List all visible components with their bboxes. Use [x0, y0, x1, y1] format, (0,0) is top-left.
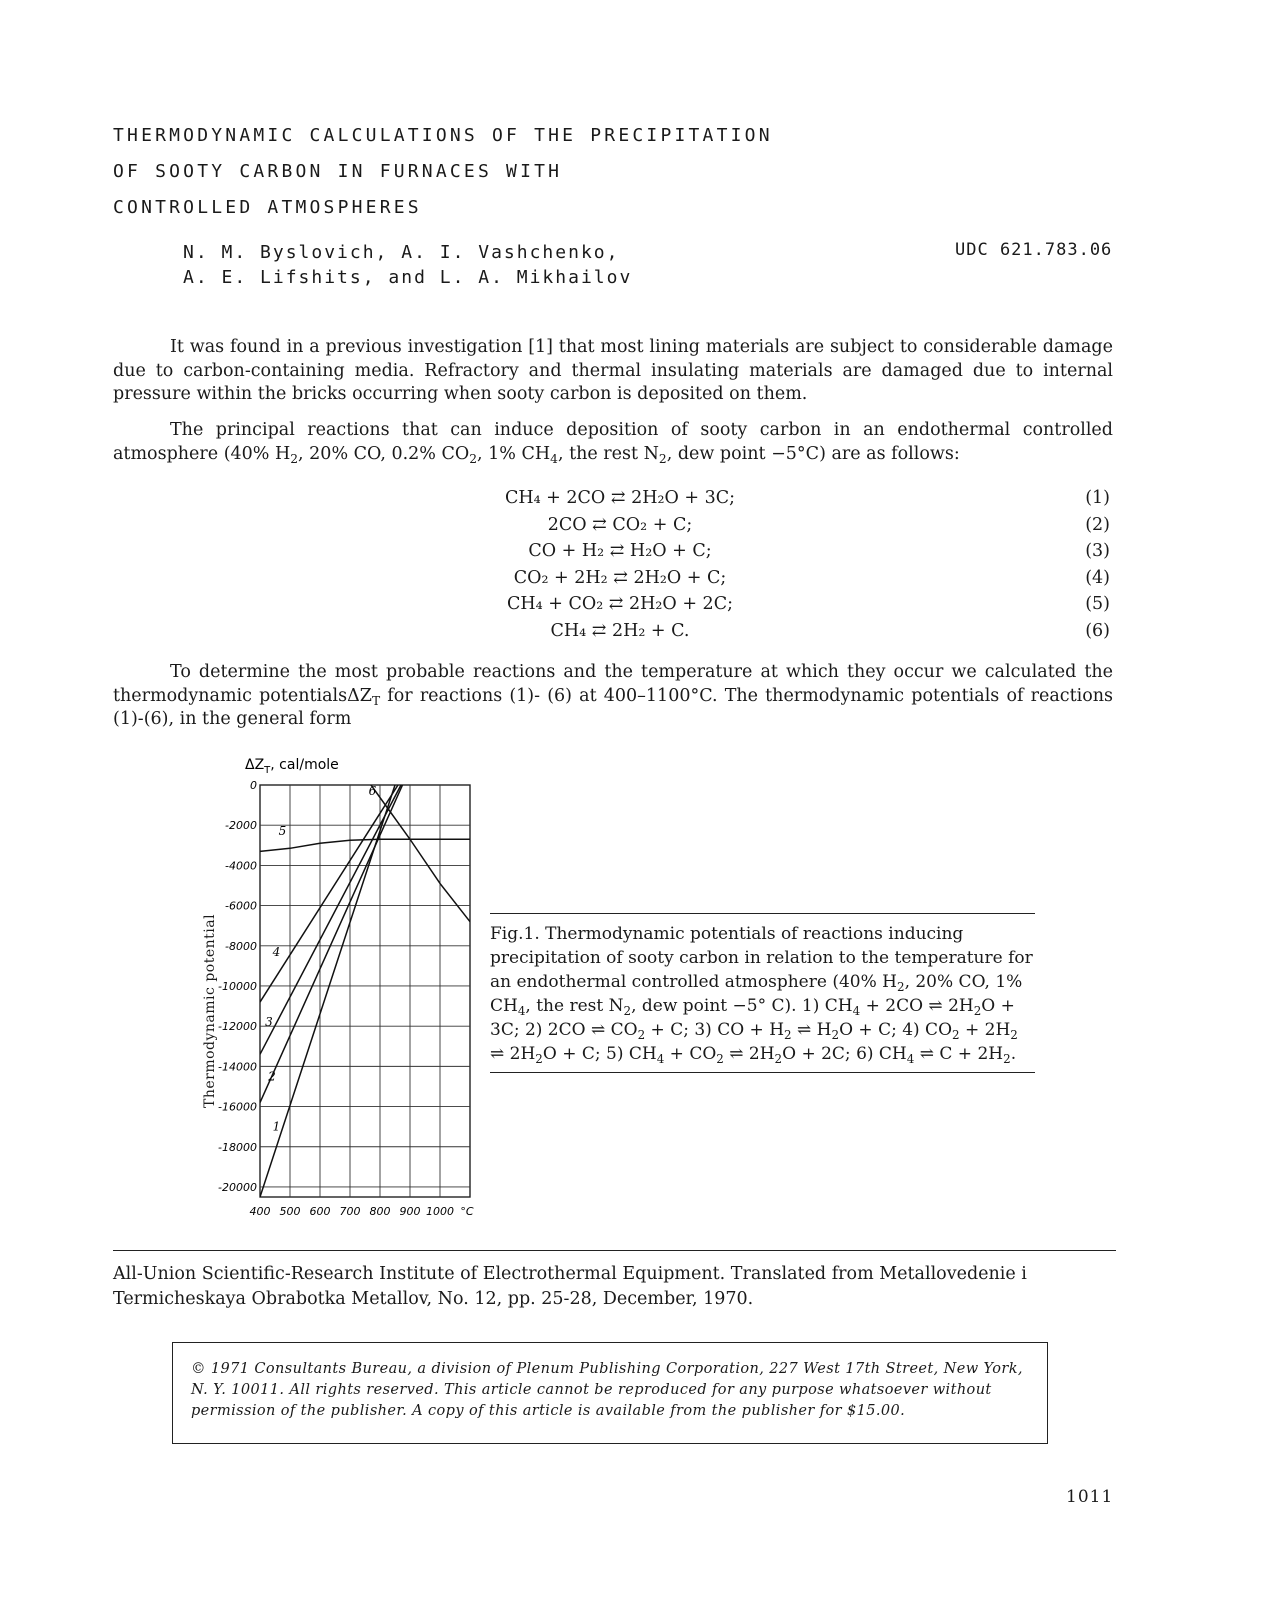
- equation-expression: CO₂ + 2H₂ ⇄ 2H₂O + C;: [513, 567, 727, 588]
- equation-number: (6): [1085, 620, 1110, 641]
- equation: [480, 621, 1110, 648]
- y-tick-label: -16000: [218, 1100, 257, 1114]
- copyright-text: © 1971 Consultants Bureau, a division of Plenum Publishing Corporation, 227 West 17th Street, New York, N. Y. 10011. All rights reserved. This article cannot be reproduced for any purpose whatsoever without permission of the publisher. A copy of this article is available from the publisher for $15.00.: [191, 1361, 1023, 1419]
- series-line-4: [260, 785, 398, 1002]
- paragraph-text: , 1% CH: [477, 443, 551, 464]
- chart-series: [260, 785, 470, 1197]
- subscript: 2: [469, 451, 478, 466]
- subscript: 4: [550, 451, 558, 466]
- caption-rule-bottom: [490, 1072, 1035, 1073]
- curve-label-5: 5: [278, 824, 287, 839]
- y-tick-label: -8000: [225, 939, 257, 953]
- x-unit-label: °C: [460, 1205, 474, 1218]
- chart-grid: [260, 785, 470, 1197]
- figure-caption: [490, 913, 1035, 1073]
- caption-rule-top: [490, 913, 1035, 914]
- series-line-5: [260, 839, 470, 851]
- chart-y-ticks: [218, 779, 257, 1194]
- equation: [480, 594, 1110, 621]
- curve-label-1: 1: [272, 1119, 281, 1134]
- equation: [480, 541, 1110, 568]
- curve-label-2: 2: [268, 1069, 276, 1084]
- chart-frame: [260, 785, 470, 1197]
- equation-list: [480, 488, 1110, 647]
- x-tick-label: 600: [309, 1205, 331, 1218]
- y-tick-label: -20000: [218, 1180, 257, 1194]
- x-tick-label: 400: [249, 1205, 271, 1218]
- y-tick-label: -6000: [225, 899, 257, 913]
- paragraph-text: , dew point −5°C) are as follows:: [666, 443, 960, 464]
- title-line: OF SOOTY CARBON IN FURNACES WITH: [113, 161, 563, 182]
- chart-y-unit-label: $\Delta Z_T$, cal/mole: [245, 757, 339, 776]
- x-tick-label: 800: [369, 1205, 391, 1218]
- equation-number: (5): [1085, 594, 1110, 614]
- footnote-divider: [113, 1250, 1116, 1251]
- chart-y-axis-title: Thermodynamic potential: [202, 913, 218, 1108]
- paragraph-text: , the rest N: [557, 443, 659, 464]
- chart-curve-labels: [265, 784, 377, 1134]
- paragraph-text: for reactions (1)- (6) at 400–1100°C. The thermodynamic potentials of reactions (1)-(6), in the general form: [113, 685, 1113, 729]
- y-tick-label: -14000: [218, 1060, 257, 1074]
- x-tick-label: 700: [339, 1205, 361, 1218]
- paragraph-text: ΔZ: [347, 685, 372, 706]
- series-line-6: [368, 784, 470, 922]
- x-tick-label: 900: [399, 1205, 421, 1218]
- paragraph-text: The principal reactions that can induce deposition of sooty carbon in an endothermal controlled atmosphere (40% H: [113, 420, 1113, 464]
- y-tick-label: -10000: [218, 979, 257, 993]
- equation-expression: CH₄ + 2CO ⇄ 2H₂O + 3C;: [504, 488, 736, 508]
- curve-label-3: 3: [265, 1015, 273, 1030]
- title-line: CONTROLLED ATMOSPHERES: [113, 197, 422, 218]
- subscript: 2: [658, 451, 667, 466]
- equation-number: (4): [1085, 567, 1110, 588]
- equation-expression: CO + H₂ ⇄ H₂O + C;: [528, 541, 712, 561]
- caption-text: Fig.1. Thermodynamic potentials of reactions inducing precipitation of sooty carbon in relation to the temperature for an endothermal controlled atmosphere (40% $H_2$, 20% CO, 1% $CH_4$, the rest $N_2$, dew point −5° C). 1) $CH_4 + 2CO$ ⇌ $2H_2O + 3C$; 2) 2CO ⇌ $CO_2 + C$; 3) CO + $H_2$ ⇌ $H_2O + C$; 4) $CO_2 + 2H_2$ ⇌ $2H_2O + C$; 5) $CH_4 + CO_2$ ⇌ $2H_2O + 2C$; 6) $CH_4$ ⇌ $C + 2H_2$.: [490, 924, 1033, 1066]
- page-number: 1011: [1066, 1487, 1114, 1507]
- author-line: A. E. Lifshits, and L. A. Mikhailov: [183, 267, 633, 288]
- chart-x-ticks: [250, 1205, 474, 1218]
- equation-expression: CH₄ ⇄ 2H₂ + C.: [550, 620, 690, 641]
- paper-title: [113, 118, 773, 226]
- equation: [480, 515, 1110, 542]
- copyright-box: [172, 1342, 1048, 1444]
- udc-code: UDC 621.783.06: [955, 240, 1113, 260]
- paragraph-intro: [113, 336, 1113, 407]
- equation: [480, 568, 1110, 595]
- y-tick-label: -4000: [225, 859, 257, 873]
- curve-label-4: 4: [272, 944, 281, 959]
- subscript: T: [371, 693, 381, 708]
- thermodynamic-chart: [190, 745, 490, 1230]
- paragraph-text: To determine the most probable reactions and the temperature at which they occur we calculated the thermodynamic potentials: [113, 662, 1113, 706]
- equation: [480, 488, 1110, 515]
- paragraph-text: It was found in a previous investigation [1] that most lining materials are subject to considerable damage due to carbon-containing media. Refractory and thermal insulating materials are damaged due to internal pressure within the bricks occurring when sooty carbon is deposited on them.: [113, 337, 1113, 404]
- y-tick-label: -18000: [218, 1140, 257, 1154]
- authors: [183, 240, 632, 290]
- author-line: N. M. Byslovich, A. I. Vashchenko,: [183, 242, 620, 263]
- y-tick-label: -2000: [225, 819, 257, 833]
- paragraph-method: [113, 661, 1113, 732]
- equation-number: (3): [1085, 541, 1110, 561]
- x-tick-label: 1000: [426, 1205, 454, 1218]
- equation-number: (2): [1085, 514, 1110, 535]
- equation-expression: CH₄ + CO₂ ⇄ 2H₂O + 2C;: [507, 594, 733, 614]
- x-tick-label: 500: [279, 1205, 301, 1218]
- subscript: 2: [290, 451, 299, 466]
- affiliation-note: All-Union Scientific-Research Institute of Electrothermal Equipment. Translated from Metallovedenie i Termicheskaya Obrabotka Metallov, No. 12, pp. 25-28, December, 1970.: [113, 1264, 1027, 1309]
- equation-number: (1): [1085, 488, 1110, 508]
- equation-expression: 2CO ⇄ CO₂ + C;: [547, 514, 693, 535]
- y-tick-label: 0: [250, 779, 257, 792]
- paragraph-text: , 20% CO, 0.2% CO: [298, 443, 470, 464]
- paragraph-reactions: [113, 419, 1113, 466]
- curve-label-6: 6: [368, 784, 377, 799]
- y-tick-label: -12000: [218, 1020, 257, 1034]
- title-line: THERMODYNAMIC CALCULATIONS OF THE PRECIPITATION: [113, 125, 773, 146]
